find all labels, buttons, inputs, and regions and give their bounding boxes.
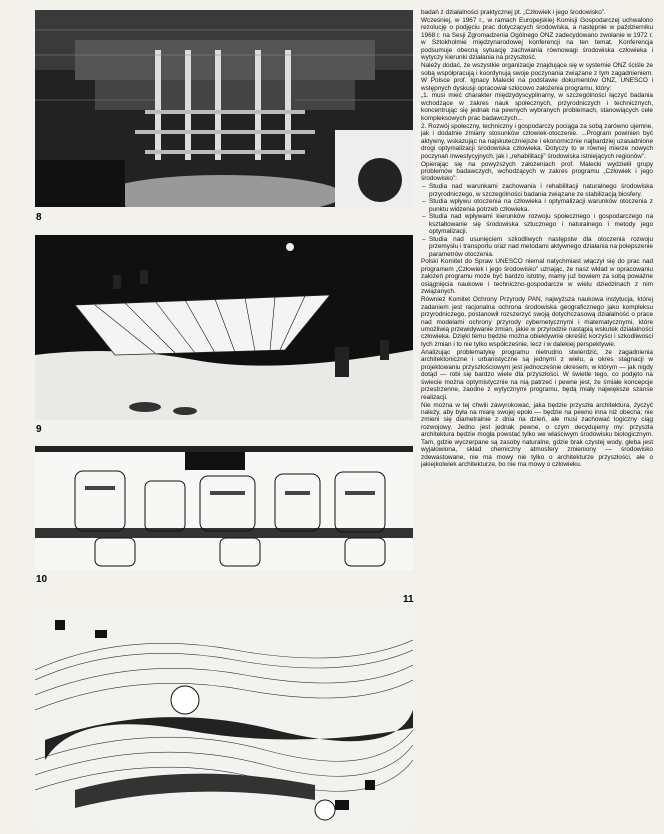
figure-10-illustration (35, 446, 413, 570)
figure-9-illustration (35, 235, 413, 420)
article-paragraph: 2. Rozwój społeczny, techniczny i gospodarczy pociąga za sobą zarówno ujemne, jak i dodatnie zmiany stosunków człowiek-otoczenie. ...Program powinien być aktywny, wskazując na najskuteczniejsze i ekonomicznie najbardziej uzasadnione drogi optymalizacji środowiska człowieka. Dotyczy to w równej mierze nowych poczynań inwestycyjnych, jak i „rehabilitacji” środowiska istniejących regionów”. (421, 122, 653, 160)
article-paragraph: badań z działalności praktycznej pt. „Człowiek i jego środowisko”. (421, 9, 606, 16)
figure-number-10: 10 (36, 574, 48, 585)
article-paragraph: Nie można w tej chwili zawyrokować, jaka będzie przyszła architektura, życzyć należy, aby była na miarę swojej epoki — będzie na pewno inna niż obecna; nie zmieni się diametralnie z dnia na dzień, ale musi zachować logiczny ciąg rozwojowy. Jedno jest jednak pewne, o czym decydujemy my: przyszła architektura będzie mogła powstać tylko we właściwym środowisku biologicznym. Tam, gdzie wyczerpane są zasoby naturalne, gdzie brak czystej wody, gleba jest wyjałowiona, skład chemiczny atmosfery zmieniony — środowisko zdewastowane, nie ma mowy nie tylko o architekturze przyszłości, ale o jakiejkolwiek architekturze, bo nie ma mowy o człowieku. (421, 401, 653, 469)
figure-number-9: 9 (36, 424, 42, 435)
list-item: – Studia wpływu otoczenia na człowieka i optymalizacji warunków otoczenia z punktu widzenia potrzeb człowieka. (429, 198, 653, 213)
article-paragraph: Wcześniej, w 1967 r., w ramach Europejskiej Komisji Gospodarczej uchwalono rezolucję o podjęciu prac dotyczących środowiska, a następnie w październiku 1968 r. na Sesji Zgromadzenia Ogólnego ONZ zadecydowano zwołanie w 1972 r. w Sztokholmie międzynarodowej konferencji na ten temat. Konferencja podsumuje obecną sytuację zachwiania równowagi środowiska człowieka i wytyczy kierunki działania na przyszłość. (421, 16, 653, 62)
article-paragraph: Analizując problematykę programu nietrudno stwierdzić, że zagadnienia architektoniczne i urbanistyczne są jednymi z wielu, a okres stagnacji w projektowaniu przyszłościowym jest jednocześnie okresem, w którym — jak nigdy dotąd — robi się bardzo wiele dla przyszłości. W świetle tego, co podjęto na świecie można optymistycznie na nią patrzeć i pewne jest, że śmiałe koncepcje przestrzenne, zaodne z wytycznymi programu, będą miały największe szanse realizacji. (421, 348, 653, 401)
list-item: – Studia nad warunkami zachowania i rehabilitacji naturalnego środowiska przyrodniczego, w szczególności badania związane ze stabilizacją biosfery. (429, 183, 653, 198)
list-item: – Studia nad usunięciem szkodliwych następstw dla otoczenia rozwoju przemysłu i transportu oraz nad metodami aktywnego działania na polepszenie parametrów otoczenia. (429, 236, 653, 258)
figure-8-illustration (35, 10, 413, 207)
list-item: – Studia nad wpływami kierunków rozwoju społecznego i gospodarczego na kształtowanie się środowiska sztucznego i naturalnego i metody jego optymalizacji. (429, 213, 653, 235)
article-paragraph: Należy dodać, że wszystkie organizacje znajdujące się w systemie ONZ ściśle ze sobą współpracują i koordynują swoje poczynania związane z tym zagadnieniem. W Polsce prof. Ignacy Malecki na podstawie dokumentów ONZ, UNESCO i wstępnych dyskusji opracował szkicowo założenia programu, który: (421, 62, 653, 92)
figure-number-11: 11 (403, 594, 414, 605)
article-paragraph: „1. musi mieć charakter międzydyscyplinarny, w szczególności łączyć badania wchodzące w zakres nauk społecznych, przyrodniczych i technicznych, koncentrując się jednak na pewnych wybranych problemach, stanowiących cele kompleksowych prac badawczych... (421, 92, 653, 122)
article-paragraph: Opierając się na powyższych założeniach prof. Malecki wydzielił grupy problemów badawczych, wchodzących w zakres programu „Człowiek i jego środowisko”: (421, 160, 653, 183)
article-paragraph: Polski Komitet do Spraw UNESCO niemal natychmiast włączył się do prac nad programem „Człowiek i jego środowisko” uznając, że nasz wkład w opracowaniu założeń programu może być bardzo istotny, mamy już bowiem za sobą poważne osiągnięcia naukowe i techniczno-gospodarcze w wielu dziedzinach z nim związanych. (421, 258, 653, 296)
figure-11-illustration (35, 610, 413, 828)
figure-number-8: 8 (36, 212, 42, 223)
research-problems-list (421, 183, 653, 258)
article-text-column (421, 9, 653, 829)
article-paragraph: Również Komitet Ochrony Przyrody PAN, najwyższa naukowa instytucja, której zadaniem jest racjonalna ochrona środowiska geograficznego jako kompleksu przyrodniczego, postanowił rozszerzyć swoją dotychczasową działalność o prace nad modelami ochrony przyrody cybernetycznymi i matematycznymi, które umożliwią przewidywanie zmian, jakie w przyrodzie nastąpią wskutek działalności człowieka. Dzięki temu będzie można obiektywnie określić korzyści i szkodliwości tych zmian i to nie tylko współcześnie, lecz i w dalekiej perspektywie. (421, 296, 653, 348)
